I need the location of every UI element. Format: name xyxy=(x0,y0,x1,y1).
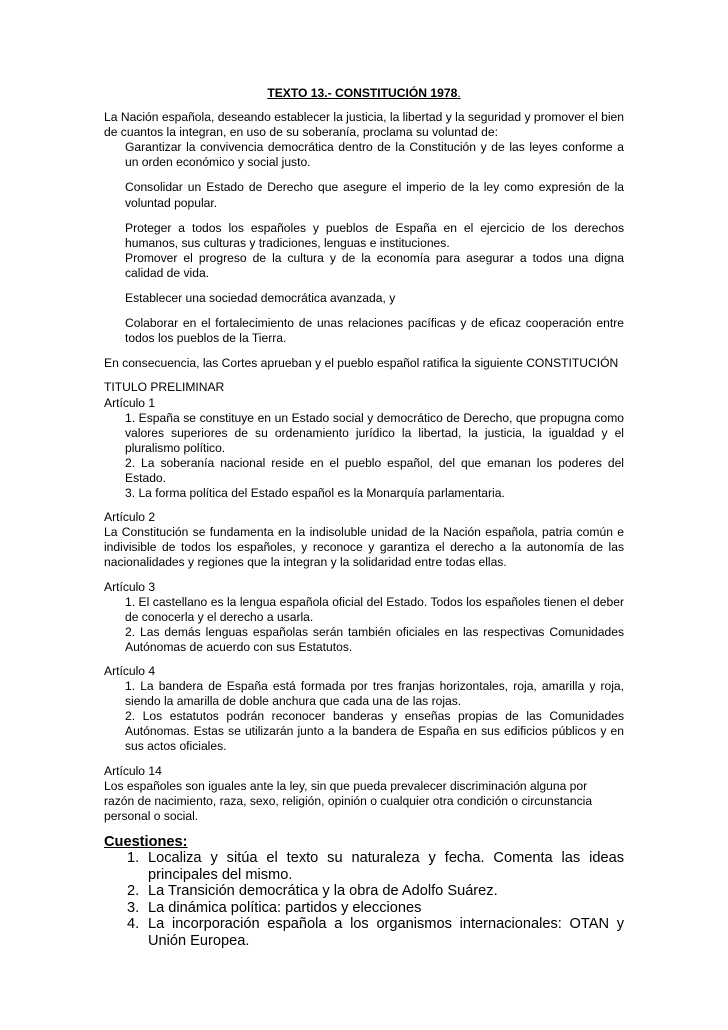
article-14-section xyxy=(104,764,624,824)
question-text: La incorporación española a los organismos internacionales: OTAN y Unión Europea. xyxy=(148,916,624,949)
document-page xyxy=(104,86,624,949)
question-number: 2. xyxy=(127,883,140,900)
question-number: 4. xyxy=(127,916,140,933)
title-period: . xyxy=(457,86,461,100)
article-2-text: La Constitución se fundamenta en la indisoluble unidad de la Nación española, patria común e indivisible de todos los españoles, y reconoce y garantiza el derecho a la autonomía de las nacionalidades y regiones que la integran y la solidaridad entre todas ellas. xyxy=(104,525,624,570)
questions-list xyxy=(104,850,624,949)
preamble-conclusion: En consecuencia, las Cortes aprueban y el pueblo español ratifica la siguiente CONSTITUCIÓN xyxy=(104,356,619,371)
article-2-section xyxy=(104,510,624,570)
question-text: La dinámica política: partidos y elecciones xyxy=(148,899,422,916)
article-4-heading: Artículo 4 xyxy=(104,664,156,678)
article-4-item-1: 1. La bandera de España está formada por tres franjas horizontales, roja, amarilla y roja, siendo la amarilla de doble anchura que cada una de las rojas. xyxy=(125,679,624,709)
article-3-item-1: 1. El castellano es la lengua española oficial del Estado. Todos los españoles tienen el deber de conocerla y el derecho a usarla. xyxy=(125,594,624,624)
titulo-preliminar-heading: TITULO PRELIMINAR xyxy=(104,380,225,395)
question-item xyxy=(104,850,624,883)
question-number: 1. xyxy=(127,850,140,867)
question-text: La Transición democrática y la obra de Adolfo Suárez. xyxy=(148,883,498,900)
article-3-section xyxy=(104,580,624,655)
article-2-heading: Artículo 2 xyxy=(104,510,156,525)
question-number: 3. xyxy=(127,899,140,916)
document-title xyxy=(104,86,624,101)
question-item xyxy=(104,916,624,949)
question-item xyxy=(104,900,624,917)
article-3-heading: Artículo 3 xyxy=(104,579,156,594)
article-1-heading: Artículo 1 xyxy=(104,395,156,410)
titulo-preliminar-section xyxy=(104,380,624,501)
preamble-item-2: Consolidar un Estado de Derecho que asegure el imperio de la ley como expresión de la voluntad popular. xyxy=(125,180,624,210)
article-14-line-2: razón de nacimiento, raza, sexo, religión, opinión o cualquier otra condición o circunstancia xyxy=(104,793,593,808)
question-text: Localiza y sitúa el texto su naturaleza y fecha. Comenta las ideas principales del mismo. xyxy=(148,850,624,883)
title-text: TEXTO 13.- CONSTITUCIÓN 1978 xyxy=(267,86,458,100)
article-1-item-1: 1. España se constituye en un Estado social y democrático de Derecho, que propugna como valores superiores de su ordenamiento jurídico la libertad, la justicia, la igualdad y el pluralismo político. xyxy=(125,410,624,455)
article-3-item-2: 2. Las demás lenguas españolas serán también oficiales en las respectivas Comunidades Autónomas de acuerdo con sus Estatutos. xyxy=(125,624,624,654)
preamble-item-3: Proteger a todos los españoles y pueblos de España en el ejercicio de los derechos humanos, sus culturas y tradiciones, lenguas e instituciones. xyxy=(125,220,624,250)
article-14-heading: Artículo 14 xyxy=(104,763,162,778)
preamble-item-5: Establecer una sociedad democrática avanzada, y xyxy=(125,291,396,306)
question-item xyxy=(104,883,624,900)
article-4-section xyxy=(104,664,624,755)
article-4-item-2: 2. Los estatutos podrán reconocer banderas y enseñas propias de las Comunidades Autónomas. Estas se utilizarán junto a la bandera de España en sus edificios públicos y en sus actos oficiales. xyxy=(125,709,624,754)
preamble-item-4: Promover el progreso de la cultura y de la economía para asegurar a todos una digna calidad de vida. xyxy=(125,250,624,280)
preamble-item-1: Garantizar la convivencia democrática dentro de la Constitución y de las leyes conforme a un orden económico y social justo. xyxy=(125,140,624,170)
questions-heading: Cuestiones: xyxy=(104,833,188,850)
article-14-line-1: Los españoles son iguales ante la ley, sin que pueda prevalecer discriminación alguna por xyxy=(104,778,588,793)
article-1-item-2: 2. La soberanía nacional reside en el pueblo español, del que emanan los poderes del Estado. xyxy=(125,455,624,485)
preamble-intro: La Nación española, deseando establecer la justicia, la libertad y la seguridad y promover el bien de cuantos la integran, en uso de su soberanía, proclama su voluntad de: xyxy=(104,110,624,140)
article-14-line-3: personal o social. xyxy=(104,808,199,823)
preamble-item-6: Colaborar en el fortalecimiento de unas relaciones pacíficas y de eficaz cooperación entre todos los pueblos de la Tierra. xyxy=(125,316,624,346)
article-1-item-3: 3. La forma política del Estado español es la Monarquía parlamentaria. xyxy=(125,486,505,501)
